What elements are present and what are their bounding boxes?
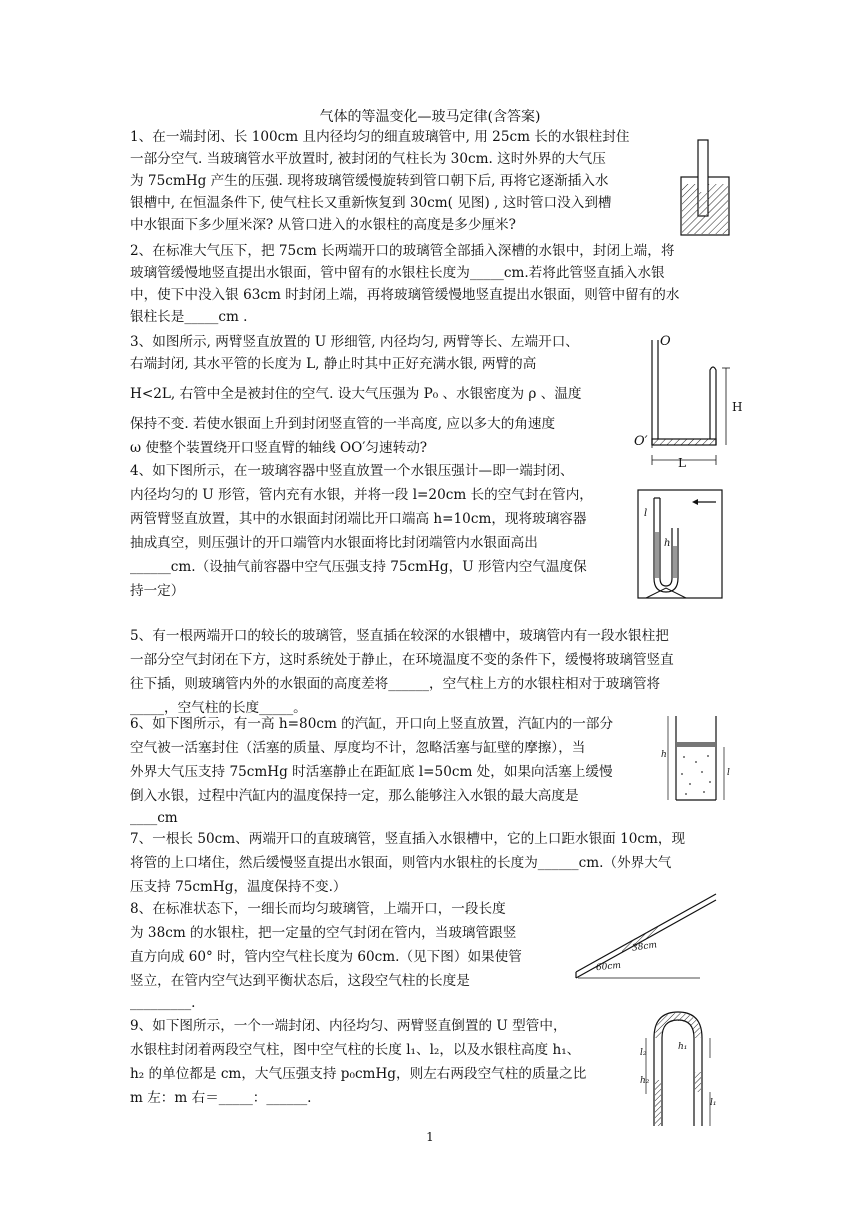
text-line: 7、一根长 50cm、两端开口的直玻璃管，竖直插入水银槽中，它的上口距水银面 10cm，现 [130,831,686,847]
text-line: 9、如下图所示，一个一端封闭、内径均匀、两臂竖直倒置的 U 型管中， [130,1018,567,1034]
text-line: _________. [130,995,196,1011]
text-line: 银柱长是_____cm . [130,309,248,325]
text-line: 外界大气压支持 75cmHg 时活塞静止在距缸底 l=50cm 处，如果向活塞上缓慢 [130,764,613,780]
text-line: 压支持 75cmHg，温度保持不变.） [130,879,347,895]
text-line: 2、在标准大气压下，把 75cm 长两端开口的玻璃管全部插入深槽的水银中，封闭上端，将 [130,243,675,259]
text-line: 银槽中, 在恒温条件下, 使气柱长又重新恢复到 30cm( 见图) , 这时管口没入到槽 [130,195,612,211]
figure-3-u-tube [634,330,750,475]
text-line: 玻璃管缓慢地竖直提出水银面，管中留有的水银柱长度为_____cm.若将此管竖直插入水银 [130,265,665,281]
text-line: 一部分空气. 当玻璃管水平放置时, 被封闭的气柱长为 30cm. 这时外界的大气压 [130,151,606,167]
figure-9-inverted-u-tube [640,1008,720,1128]
label-h1: h₁ [678,1042,688,1052]
label-l: L [678,456,686,470]
text-line: 中水银面下多少厘米深? 从管口进入的水银柱的高度是多少厘米? [130,217,516,233]
text-line: h₂ 的单位都是 cm，大气压强支持 p₀cmHg，则左右两段空气柱的质量之比 [130,1066,587,1082]
text-line: ω 使整个装置绕开口竖直臂的轴线 OO′匀速转动? [130,440,428,456]
page-number: 1 [426,1130,434,1144]
label-h: H [732,400,743,414]
figure-4-manometer-in-container [636,488,726,604]
text-line: 倒入水银，过程中汽缸内的温度保持一定，那么能够注入水银的最大高度是 [130,788,579,804]
text-line: ____cm [130,810,178,826]
text-line: 两管臂竖直放置，其中的水银面封闭端比开口端高 h=10cm，现将玻璃容器 [130,511,587,527]
text-line: 抽成真空，则压强计的开口端管内水银面将比封闭端管内水银面高出 [130,535,538,551]
label-o: O [660,334,671,349]
label-l: l [727,768,730,778]
text-line: 空气被一活塞封住（活塞的质量、厚度均不计，忽略活塞与缸壁的摩擦），当 [130,740,586,756]
label-l1: l₁ [710,1098,717,1108]
text-line: 内径均匀的 U 形管，管内充有水银，并将一段 l=20cm 长的空气封在管内， [130,487,593,503]
text-line: 直方向成 60° 时，管内空气柱长度为 60cm.（见下图）如果使管 [130,949,522,965]
text-line: _____，空气柱的长度_____。 [130,700,307,716]
page-title: 气体的等温变化—玻马定律(含答案) [319,109,541,125]
label-l2: l₂ [640,1048,647,1058]
text-line: 为 75cmHg 产生的压强. 现将玻璃管缓慢旋转到管口朝下后, 再将它逐渐插入水 [130,173,609,189]
text-line: 5、有一根两端开口的较长的玻璃管，竖直插在较深的水银槽中，玻璃管内有一段水银柱把 [130,628,669,644]
figure-1-tube-in-trough [676,132,736,242]
label-60cm: 60cm [595,960,622,974]
label-l: l [644,508,648,519]
label-h: h [664,538,671,549]
figure-6-cylinder [660,712,740,804]
text-line: 将管的上口堵住，然后缓慢竖直提出水银面，则管内水银柱的长度为______cm.（外界大气 [130,855,672,871]
text-line: 一部分空气封闭在下方，这时系统处于静止，在环境温度不变的条件下，缓慢将玻璃管竖直 [130,652,674,668]
text-line: 水银柱封闭着两段空气柱，图中空气柱的长度 l₁、l₂，以及水银柱高度 h₁、 [130,1042,581,1058]
text-line: ______cm.（设抽气前容器中空气压强支持 75cmHg，U 形管内空气温度保 [130,559,587,575]
text-line: 中，使下中没入银 63cm 时封闭上端，再将玻璃管缓慢地竖直提出水银面，则管中留有的水 [130,287,680,303]
text-line: 3、如图所示, 两臂竖直放置的 U 形细管, 内径均匀, 两臂等长、左端开口、 [130,334,579,350]
text-line: H<2L, 右管中全是被封住的空气. 设大气压强为 P₀ 、水银密度为 ρ 、温度 [130,386,582,402]
text-line: 持一定） [130,583,185,599]
text-line: 8、在标准状态下，一细长而均匀玻璃管，上端开口，一段长度 [130,901,506,917]
text-line: 1、在一端封闭、长 100cm 且内径均匀的细直玻璃管中, 用 25cm 长的水银柱封住 [130,129,630,145]
text-line: 6、如下图所示，有一高 h=80cm 的汽缸，开口向上竖直放置，汽缸内的一部分 [130,716,614,732]
label-h: h [661,750,667,760]
label-o-prime: O′ [634,434,648,449]
figure-8-inclined-tube [570,890,720,980]
text-line: 4、如下图所示，在一玻璃容器中竖直放置一个水银压强计—即一端封闭、 [130,463,574,479]
text-line: 往下插，则玻璃管内外的水银面的高度差将______，空气柱上方的水银柱相对于玻璃管将 [130,676,661,692]
text-line: 为 38cm 的水银柱，把一定量的空气封闭在管内，当玻璃管跟竖 [130,925,517,941]
text-line: 竖立，在管内空气达到平衡状态后，这段空气柱的长度是 [130,973,470,989]
label-h2: h₂ [640,1076,650,1086]
text-line: 右端封闭, 其水平管的长度为 L, 静止时其中正好充满水银, 两臂的高 [130,356,537,372]
text-line: 保持不变. 若使水银面上升到封闭竖直管的一半高度, 应以多大的角速度 [130,416,556,432]
text-line: m 左：m 右＝_____：______. [130,1090,312,1106]
label-38cm: 38cm [631,940,658,954]
